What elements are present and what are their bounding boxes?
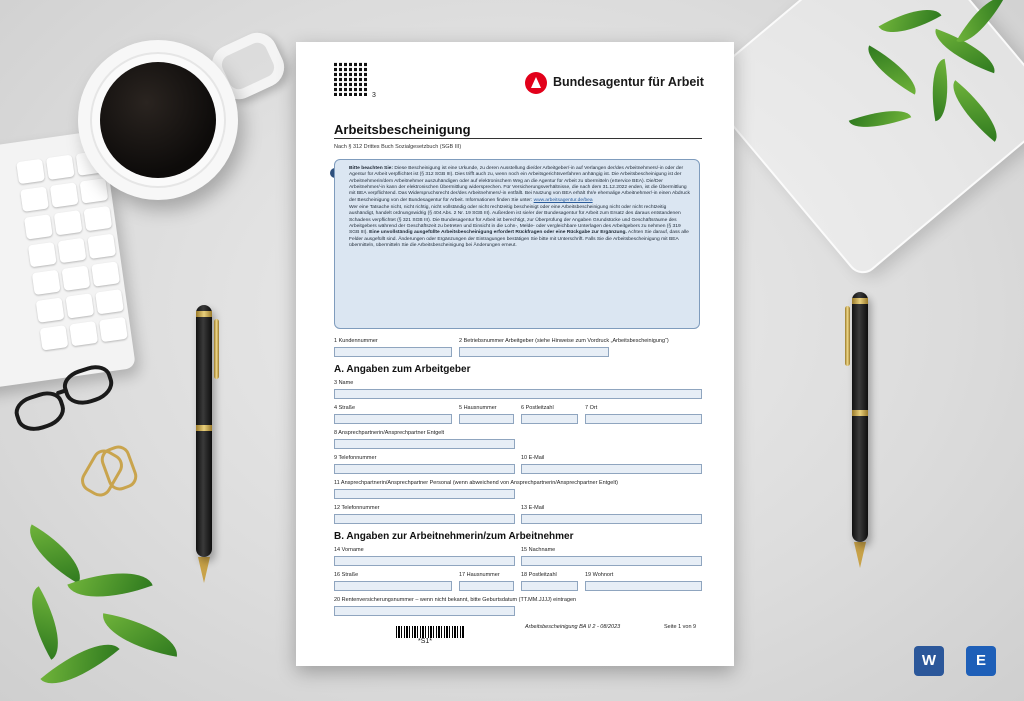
label-wohnort: 19 Wohnort [585, 572, 614, 578]
personal-email-field[interactable] [521, 514, 702, 524]
document-title: Arbeitsbescheinigung [334, 122, 471, 137]
label-name: 3 Name [334, 380, 354, 386]
word-app-icon[interactable] [914, 646, 944, 676]
wohnort-field[interactable] [585, 581, 702, 591]
plant-icon [820, 0, 1024, 170]
label-telefonnummer: 9 Telefonnummer [334, 455, 377, 461]
label-kundennummer: 1 Kundennummer [334, 338, 378, 344]
agency-logo-icon [525, 72, 547, 94]
title-divider [334, 138, 702, 139]
arbeitnehmer-strasse-field[interactable] [334, 581, 452, 591]
notice-box [334, 159, 700, 329]
arbeitgeber-name-field[interactable] [334, 389, 702, 399]
label-email: 10 E-Mail [521, 455, 545, 461]
personal-telefon-field[interactable] [334, 514, 515, 524]
page-number: Seite 1 von 9 [664, 624, 697, 630]
betriebsnummer-field[interactable] [459, 347, 609, 357]
notice-text-1: Diese Bescheinigung ist eine Urkunde, zu deren Ausstellung die/der Arbeitgeber/-in auf Verlangen der/des Arbeitnehmers/-in oder der Agentur für Arbeit verpflichtet ist (§ 312 SGB III). Dies trifft auch zu, wenn noch ein Arbeitsgerichtsverfahren anhängig ist. Die Arbeitsbescheinigung ist der Arbeitnehmerin/dem Arbeitnehmer auszuhändigen oder auf elektronischem Weg an die Agentur für Arbeit zu übermitteln (eService BEA). Die/Der Arbeitnehmer/-in kann der elektronischen Übermittlung widersprechen. Für Versicherungsverhältnisse, die nach dem 31.12.2022 enden, ist die Übermittlung mit BEA verpflichtend. Das Widerspruchsrecht der/des Arbeitnehmers/-in entfällt. Bei Nutzung von BEA erhält Ihr/e ehemalige Arbeitnehmer/-in einen Abdruck der Bescheinigung von der Bundesagentur für Arbeit. Informationen finden Sie unter: [349, 166, 690, 203]
arbeitgeber-email-field[interactable] [521, 464, 702, 474]
barcode-icon [396, 626, 464, 638]
document-icon-letter: E [975, 652, 986, 669]
leaves-icon [0, 520, 200, 701]
document-app-icon[interactable] [966, 646, 996, 676]
word-icon-letter: W [921, 652, 937, 669]
label-hausnummer-an: 17 Hausnummer [459, 572, 500, 578]
vorname-field[interactable] [334, 556, 515, 566]
qr-code-icon [334, 62, 368, 96]
label-telefonnummer-personal: 12 Telefonnummer [334, 505, 380, 511]
label-email-personal: 13 E-Mail [521, 505, 545, 511]
ansprechpartner-personal-field[interactable] [334, 489, 515, 499]
agency-name: Bundesagentur für Arbeit [553, 75, 704, 89]
label-ansprechpartner-entgelt: 8 Ansprechpartnerin/Ansprechpartner Entgelt [334, 430, 445, 436]
label-betriebsnummer: 2 Betriebsnummer Arbeitgeber (siehe Hinweise zum Vordruck „Arbeitsbescheinigung“) [459, 338, 669, 344]
label-postleitzahl: 6 Postleitzahl [521, 405, 554, 411]
arbeitgeber-plz-field[interactable] [521, 414, 578, 424]
notice-text-2: Wer eine Tatsache nicht, nicht richtig, nicht vollständig oder nicht rechtzeitig bescheinigt oder eine Arbeitsbescheinigung nicht oder nicht rechtzeitig aushändigt, handelt ordnungswidrig (§ 404 Abs. 2 Nr. 19 SGB III). Außerdem ist sie/er der Bundesagentur für Arbeit zum Ersatz des daraus entstandenen Schadens verpflichtet (§ 321 SGB III). Die Bundesagentur für Arbeit ist berechtigt, zur Überprüfung der Angaben Grundstücke und Geschäftsräume des Arbeitgebers während der Geschäftszeit zu betreten und Einsicht in die Lohn-, Melde- oder vergleichbare Unterlagen des Arbeitgebers zu nehmen (§ 319 SGB III). [349, 205, 681, 236]
label-nachname: 15 Nachname [521, 547, 556, 553]
document-page [296, 42, 734, 666]
label-strasse-an: 16 Straße [334, 572, 359, 578]
qr-number: 3 [372, 92, 376, 99]
arbeitgeber-hausnummer-field[interactable] [459, 414, 514, 424]
notice-text-3: Achten Sie darauf, dass alle Felder ausgefüllt sind. Änderungen oder Ergänzungen der Eintragungen bestätigen Sie bitte mit Unterschrift. Falls Sie die Arbeitsbescheinigung mit BEA übermitteln, übermitteln Sie die Arbeitsbescheinigung bei Änderungen erneut. [349, 230, 689, 249]
arbeitgeber-ort-field[interactable] [585, 414, 702, 424]
ansprechpartner-entgelt-field[interactable] [334, 439, 515, 449]
arbeitgeber-telefon-field[interactable] [334, 464, 515, 474]
notice-bold-warning: Eine unvollständig ausgefüllte Arbeitsbescheinigung erfordert Rückfragen oder eine Rückgabe zur Ergänzung. [369, 230, 627, 236]
label-hausnummer: 5 Hausnummer [459, 405, 497, 411]
label-vorname: 14 Vorname [334, 547, 364, 553]
rentenversicherungsnummer-field[interactable] [334, 606, 515, 616]
form-identifier: Arbeitsbescheinigung BA II 2 - 08/2023 [525, 624, 621, 630]
section-a-heading: A. Angaben zum Arbeitgeber [334, 364, 471, 375]
nachname-field[interactable] [521, 556, 702, 566]
notice-bold-lead: Bitte beachten Sie: [349, 166, 394, 171]
barcode-text: *S1* [418, 638, 433, 645]
label-ort: 7 Ort [585, 405, 598, 411]
label-postleitzahl-an: 18 Postleitzahl [521, 572, 557, 578]
section-b-heading: B. Angaben zur Arbeitnehmerin/zum Arbeitnehmer [334, 531, 574, 542]
label-rentenversicherungsnummer: 20 Rentenversicherungsnummer – wenn nicht bekannt, bitte Geburtsdatum (TT.MM.JJJJ) eintragen [334, 597, 577, 603]
kundennummer-field[interactable] [334, 347, 452, 357]
arbeitnehmer-hausnummer-field[interactable] [459, 581, 514, 591]
arbeitgeber-strasse-field[interactable] [334, 414, 452, 424]
bea-link[interactable]: www.arbeitsagentur.de/bea [533, 197, 593, 203]
coffee [100, 62, 216, 178]
label-ansprechpartner-personal: 11 Ansprechpartnerin/Ansprechpartner Personal (wenn abweichend von Ansprechpartnerin/Ansprechpartner Entgelt) [334, 480, 618, 486]
pen-right [852, 292, 868, 568]
label-strasse: 4 Straße [334, 405, 356, 411]
document-subtitle: Nach § 312 Drittes Buch Sozialgesetzbuch (SGB III) [334, 144, 462, 150]
arbeitnehmer-plz-field[interactable] [521, 581, 578, 591]
